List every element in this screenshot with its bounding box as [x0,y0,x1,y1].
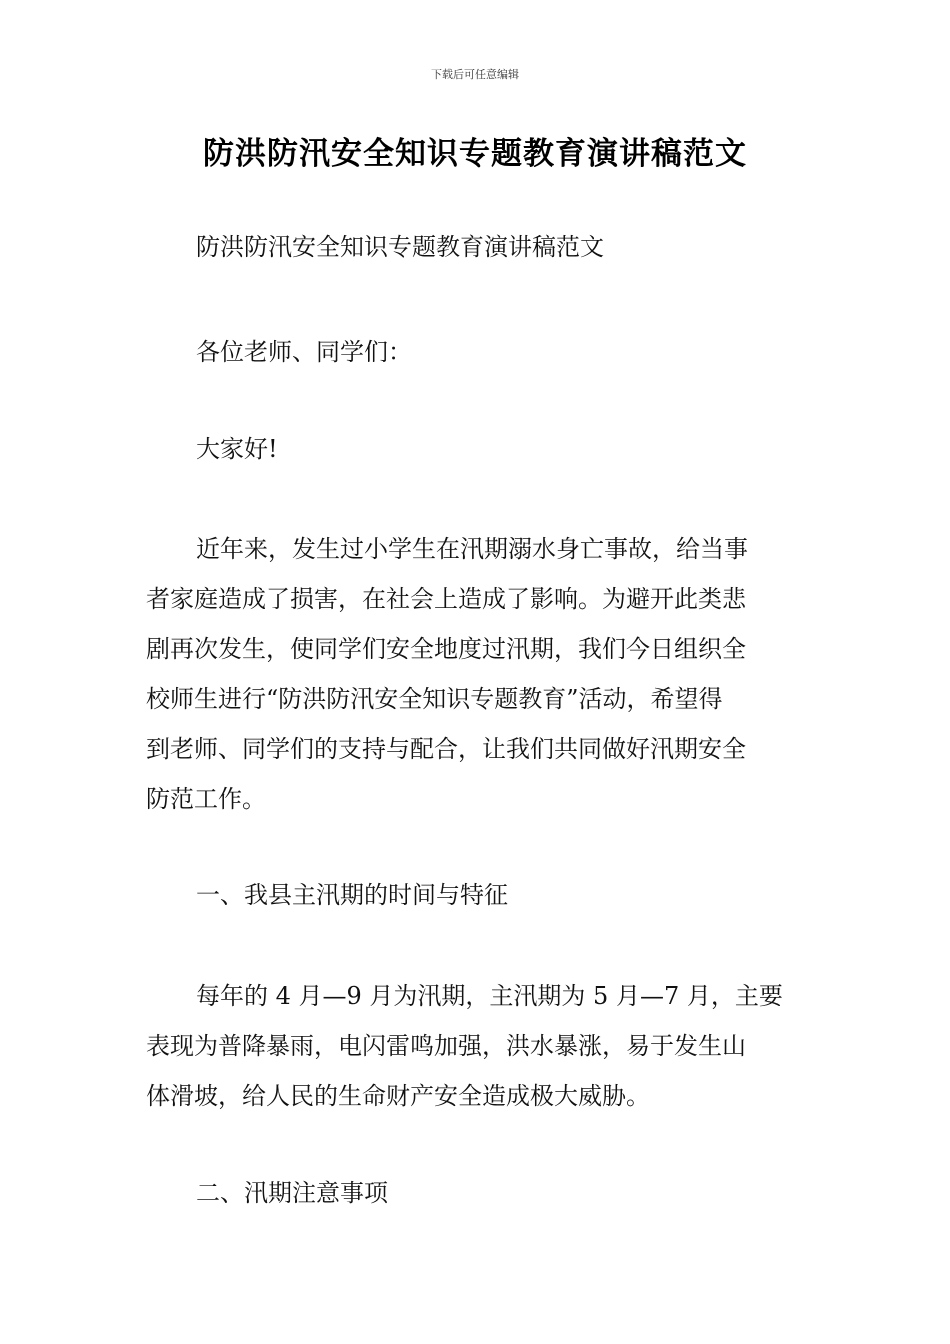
subtitle-line: 防洪防汛安全知识专题教育演讲稿范文 [196,233,604,261]
intro-line: 防范工作。 [146,785,266,813]
section1-line: 每年的 4 月—9 月为汛期，主汛期为 5 月—7 月，主要 [196,982,783,1010]
header-note: 下载后可任意编辑 [431,68,519,81]
intro-line: 近年来，发生过小学生在汛期溺水身亡事故，给当事 [196,535,748,563]
greeting-line: 大家好! [196,435,278,463]
intro-paragraph [146,524,806,824]
salutation-line: 各位老师、同学们： [196,338,412,366]
section1-line: 体滑坡，给人民的生命财产安全造成极大威胁。 [146,1082,650,1110]
intro-line: 到老师、同学们的支持与配合，让我们共同做好汛期安全 [146,735,746,763]
intro-line: 者家庭造成了损害，在社会上造成了影响。为避开此类悲 [146,585,746,613]
section1-heading-text: 一、我县主汛期的时间与特征 [196,881,508,909]
greeting-paragraph [146,424,806,474]
intro-line: 校师生进行“防洪防汛安全知识专题教育”活动，希望得 [146,685,723,713]
section2-heading-text: 二、汛期注意事项 [196,1179,388,1207]
section1-line: 表现为普降暴雨，电闪雷鸣加强，洪水暴涨，易于发生山 [146,1032,746,1060]
document-title: 防洪防汛安全知识专题教育演讲稿范文 [203,136,747,172]
subtitle-paragraph [146,222,806,272]
salutation-paragraph [146,327,806,377]
section1-paragraph [146,971,806,1121]
section2-heading [146,1168,806,1218]
intro-line: 剧再次发生，使同学们安全地度过汛期，我们今日组织全 [146,635,746,663]
section1-heading [146,870,806,920]
